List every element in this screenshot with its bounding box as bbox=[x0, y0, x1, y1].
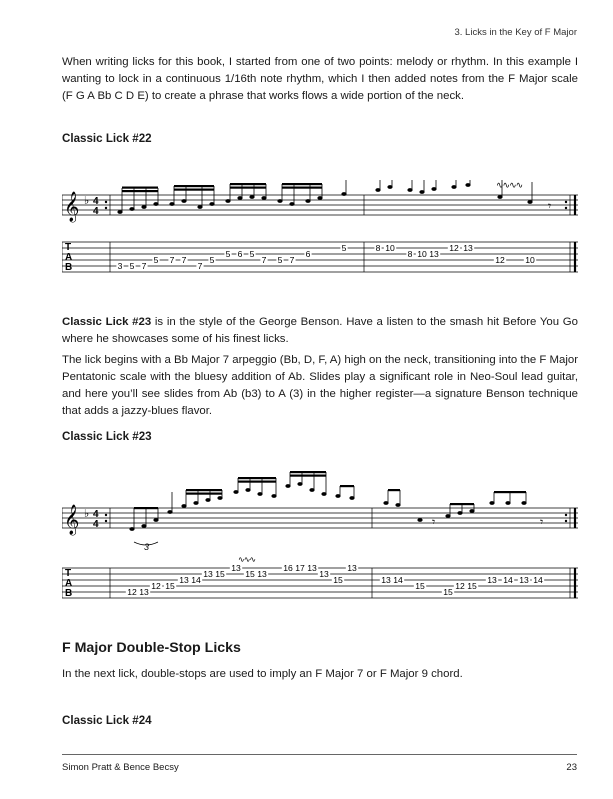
repeat-dot bbox=[565, 201, 567, 203]
time-signature-bottom: 4 bbox=[93, 519, 99, 530]
tab-fret-number: 3 bbox=[117, 261, 123, 271]
lick23-heading: Classic Lick #23 bbox=[62, 430, 152, 443]
footer-page-number: 23 bbox=[566, 762, 577, 773]
lick23-description-paragraph: The lick begins with a Bb Major 7 arpeggio (Bb, D, F, A) high on the neck, transitioning into the F Major Pentatonic scale with the bluesy addition of Ab. Slides play a significant role in Neo-Soul lead guitar, and here you’ll see slides from Ab (b3) to A (3) in the higher register—a signature Benson technique that adds a jazzy-blues flavor. bbox=[62, 354, 579, 417]
tab-fret-number: 15 bbox=[245, 569, 255, 579]
tab-fret-number: 7 bbox=[289, 255, 295, 265]
flat-key-signature: ♭ bbox=[84, 508, 90, 520]
tab-clef-letter: A bbox=[65, 578, 73, 589]
lick22-heading: Classic Lick #22 bbox=[62, 132, 152, 145]
tab-fret-number: 12 bbox=[495, 255, 505, 265]
vibrato-icon: ∿∿∿∿ bbox=[496, 180, 523, 190]
time-signature-top: 4 bbox=[93, 509, 99, 520]
lick23-staff bbox=[62, 508, 578, 528]
footer-divider bbox=[62, 754, 577, 755]
lick23-notation bbox=[62, 470, 578, 610]
time-signature-top: 4 bbox=[93, 196, 99, 207]
tuplet-number: 3 bbox=[144, 542, 150, 552]
tab-fret-number: 13 bbox=[257, 569, 267, 579]
tab-fret-number: 5 bbox=[249, 249, 255, 259]
tab-fret-number: 7 bbox=[141, 261, 147, 271]
tab-fret-number: 8 bbox=[375, 243, 381, 253]
tab-fret-number: 15 bbox=[467, 581, 477, 591]
tab-fret-number: 12 bbox=[151, 581, 161, 591]
repeat-dot bbox=[565, 207, 567, 209]
tab-fret-number: 5 bbox=[153, 255, 159, 265]
lick22-tab-numbers bbox=[116, 243, 536, 271]
tab-fret-number: 14 bbox=[503, 575, 513, 585]
tab-fret-number: 16 bbox=[283, 563, 293, 573]
treble-clef-icon: 𝄞 bbox=[64, 191, 80, 221]
tab-fret-number: 5 bbox=[209, 255, 215, 265]
repeat-dot bbox=[565, 514, 567, 516]
tab-fret-number: 13 bbox=[179, 575, 189, 585]
tab-fret-number: 13 bbox=[203, 569, 213, 579]
tab-fret-number: 13 bbox=[519, 575, 529, 585]
lick22-noteheads bbox=[117, 183, 532, 214]
section-paragraph: In the next lick, double-stops are used to imply an F Major 7 or F Major 9 chord. bbox=[62, 668, 463, 680]
tab-fret-number: 15 bbox=[415, 581, 425, 591]
tab-fret-number: 7 bbox=[181, 255, 187, 265]
section-heading: F Major Double-Stop Licks bbox=[62, 640, 241, 656]
tab-clef-letter: T bbox=[65, 568, 72, 579]
tab-fret-number: 7 bbox=[169, 255, 175, 265]
tab-fret-number: 10 bbox=[525, 255, 535, 265]
rest-icon: 𝄾 bbox=[548, 199, 552, 213]
tab-fret-number: 13 bbox=[463, 243, 473, 253]
tab-fret-number: 15 bbox=[333, 575, 343, 585]
tab-fret-number: 10 bbox=[385, 243, 395, 253]
footer-authors: Simon Pratt & Bence Becsy bbox=[62, 762, 179, 773]
tab-fret-number: 8 bbox=[407, 249, 413, 259]
tab-fret-number: 12 bbox=[455, 581, 465, 591]
tab-fret-number: 10 bbox=[417, 249, 427, 259]
tab-fret-number: 7 bbox=[261, 255, 267, 265]
rest-icon: 𝄾 bbox=[540, 515, 544, 529]
tab-fret-number: 15 bbox=[443, 587, 453, 597]
intro-paragraph: When writing licks for this book, I started from one of two points: melody or rhythm. In this example I wanting to lock in a continuous 1/16th note rhythm, which I then added notes from the F Major scale (F G A Bb C D E) to create a phrase that works flows a wide portion of the neck. bbox=[62, 56, 578, 102]
tab-fret-number: 17 bbox=[295, 563, 305, 573]
tab-fret-number: 13 bbox=[319, 569, 329, 579]
running-head: 3. Licks in the Key of F Major bbox=[454, 27, 577, 38]
repeat-dot bbox=[105, 207, 107, 209]
tab-fret-number: 12 bbox=[449, 243, 459, 253]
repeat-dot bbox=[105, 520, 107, 522]
tab-fret-number: 13 bbox=[231, 563, 241, 573]
tab-fret-number: 13 bbox=[487, 575, 497, 585]
rest-icon: 𝄾 bbox=[432, 515, 436, 529]
lick23-intro-paragraph bbox=[62, 314, 578, 348]
flat-key-signature: ♭ bbox=[84, 195, 90, 207]
lick22-notation bbox=[62, 180, 578, 280]
tab-fret-number: 14 bbox=[533, 575, 543, 585]
tab-clef-letter: B bbox=[65, 588, 73, 599]
lick24-heading: Classic Lick #24 bbox=[62, 714, 152, 727]
tab-fret-number: 14 bbox=[393, 575, 403, 585]
tab-fret-number: 13 bbox=[381, 575, 391, 585]
lick23-bold-label: Classic Lick #23 bbox=[62, 316, 152, 328]
tab-fret-number: 7 bbox=[197, 261, 203, 271]
repeat-dot bbox=[105, 514, 107, 516]
treble-clef-icon: 𝄞 bbox=[64, 504, 80, 534]
tab-fret-number: 5 bbox=[129, 261, 135, 271]
tab-fret-number: 5 bbox=[225, 249, 231, 259]
tab-clef-letter: B bbox=[65, 262, 73, 273]
tab-fret-number: 5 bbox=[277, 255, 283, 265]
tab-fret-number: 13 bbox=[307, 563, 317, 573]
vibrato-icon: ∿∿∿ bbox=[238, 555, 256, 564]
tab-fret-number: 5 bbox=[341, 243, 347, 253]
tab-fret-number: 13 bbox=[347, 563, 357, 573]
tab-fret-number: 13 bbox=[139, 587, 149, 597]
tab-fret-number: 14 bbox=[191, 575, 201, 585]
tab-clef-letter: A bbox=[65, 252, 73, 263]
tab-fret-number: 12 bbox=[127, 587, 137, 597]
lick23-intro-text: is in the style of the George Benson. Have a listen to the smash hit Before You Go where he showcases some of his finest licks. bbox=[62, 316, 578, 345]
tab-fret-number: 13 bbox=[429, 249, 439, 259]
tab-clef-letter: T bbox=[65, 242, 72, 253]
tab-fret-number: 6 bbox=[305, 249, 311, 259]
tab-fret-number: 15 bbox=[215, 569, 225, 579]
repeat-dot bbox=[565, 520, 567, 522]
lick23-beams bbox=[134, 471, 526, 529]
tab-fret-number: 6 bbox=[237, 249, 243, 259]
time-signature-bottom: 4 bbox=[93, 206, 99, 217]
tab-fret-number: 15 bbox=[165, 581, 175, 591]
repeat-dot bbox=[105, 201, 107, 203]
